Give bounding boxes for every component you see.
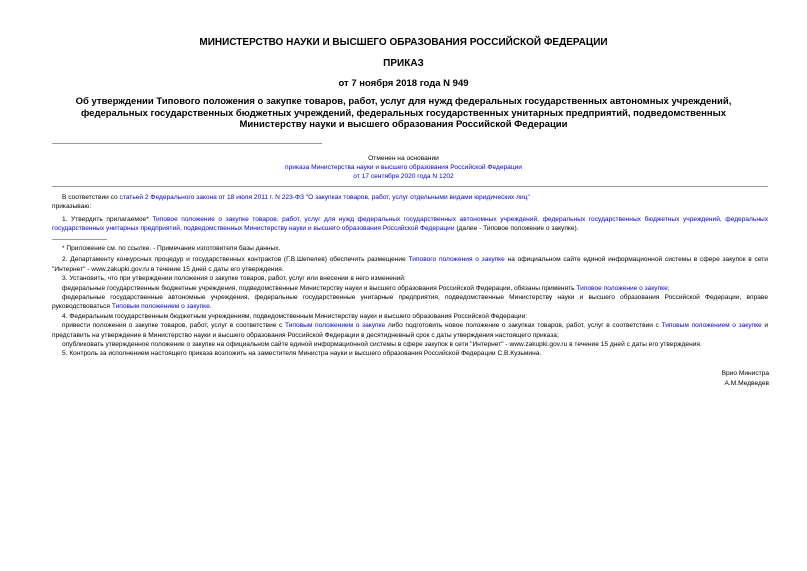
signatory-name: А.М.Медведев [724,380,769,387]
revocation-link-date[interactable]: от 17 сентября 2020 года N 1202 [353,173,454,181]
law-link[interactable]: статьей 2 Федерального закона от 18 июля 2011 г. N 223-ФЗ "О закупках товаров, работ, услуг отдельными видами юридических лиц" [119,194,530,201]
item-4-sub-2: опубликовать утвержденное положение о закупке на официальном сайте единой информационной системы в сфере закупок в сети "Интернет" - www.zakupki.gov.ru в течение 15 дней с даты его утверждения. [62,341,702,349]
revocation-link-order[interactable]: приказа Министерства науки и высшего образования Российской Федерации [285,164,522,172]
item-5: 5. Контроль за исполнением настоящего приказа возложить на заместителя Министра науки и высшего образования Российской Федерации С.В.Кузьмина. [62,350,542,358]
item-2-tail: на официальном сайте единой информационной системы в сфере закупок в сети "Интернет" - www.zakupki.gov.ru в течение 15 дней с даты его утверждения. [52,256,768,273]
item-4-sub-1-mid: либо подготовить новое положение о закупках товаров, работ, услуг в соответствии с [385,322,662,330]
item-1 [52,215,768,234]
item-2-text: 2. Департаменту конкурсных процедур и государственных контрактов (Г.В.Шепелев) обеспечить размещение [62,256,409,264]
item-4-sub-1-link-2[interactable]: Типовым положением о закупке [661,322,762,330]
item-3: 3. Установить, что при утверждении положения о закупке товаров, работ, услуг или внесении в него изменений: [62,275,406,283]
title-divider [52,143,322,144]
item-3-sub-1-text: федеральные государственные бюджетные учреждения, подведомственные Министерству науки и высшего образования Российской Федерации, обязаны применять [62,284,577,292]
item-1-text: 1. Утвердить прилагаемое* [62,215,153,223]
order-title: Об утверждении Типового положения о закупке товаров, работ, услуг для нужд федеральных государственных автономных учреждений, федеральных государственных бюджетных учреждений, федеральных государственных унитарных предприятий, подведомственных Министерству науки и высшего образования Российской Федерации [75,96,732,130]
revocation-note [0,154,807,182]
preamble [52,193,768,202]
footnote: * Приложение см. по ссылке. - Примечание изготовителя базы данных. [62,245,281,252]
order-date: от 7 ноября 2018 года N 949 [338,78,469,89]
item-3-sub-2 [52,293,768,312]
item-2 [52,255,768,274]
item-3-sub-2-link[interactable]: Типовым положением о закупке [111,303,210,311]
item-1-tail: (далее - Типовое положение о закупке). [454,225,579,233]
ministry-heading: МИНИСТЕРСТВО НАУКИ И ВЫСШЕГО ОБРАЗОВАНИЯ РОССИЙСКОЙ ФЕДЕРАЦИИ [199,37,608,48]
item-3-sub-1-tail: ; [667,284,670,292]
order-verb: приказываю: [52,203,92,211]
signature-block [722,369,769,389]
item-4-sub-1 [52,321,768,340]
item-3-sub-1-link[interactable]: Типовое положение о закупке [576,284,668,292]
order-heading: ПРИКАЗ [383,58,424,69]
item-4-sub-1-link-1[interactable]: Типовым положением о закупке [284,322,386,330]
preamble-text: В соответствии со [62,194,120,201]
order-body-top [52,193,768,234]
typical-regulation-link[interactable]: Типовое положение о закупке товаров, работ, услуг для нужд федеральных государственных автономных учреждений, федеральных государственных бюджетных учреждений, федеральных государственных унитарных предприятий, подведомственных Министерству науки и высшего образования Российской Федерации [52,215,769,233]
item-3-sub-2-tail: . [209,303,212,311]
signatory-role: Врио Министра [721,370,769,377]
item-4-sub-1-text: привести положения о закупке товаров, работ, услуг в соответствие с [62,322,285,330]
item-3-sub-2-text: федеральные государственные автономные учреждения, федеральные государственные унитарные предприятия, подведомственные Министерству науки и высшего образования Российской Федерации, вправе руководствоваться [52,294,768,311]
item-4: 4. Федеральным государственным бюджетным учреждениям, подведомственным Министерству науки и высшего образования Российской Федерации: [62,312,528,320]
order-body-bottom [52,244,768,359]
footnote-divider [52,239,107,240]
revocation-label: Отменен на основании [368,155,439,162]
item-2-link[interactable]: Типового положения о закупке [408,256,505,264]
item-4-sub-1-tail: и представить на утверждение в Министерство науки и высшего образования Российской Федерации в десятидневный срок с даты утверждения настоящего приказа; [52,322,768,339]
revocation-divider [52,186,768,187]
item-3-sub-1 [52,284,768,293]
